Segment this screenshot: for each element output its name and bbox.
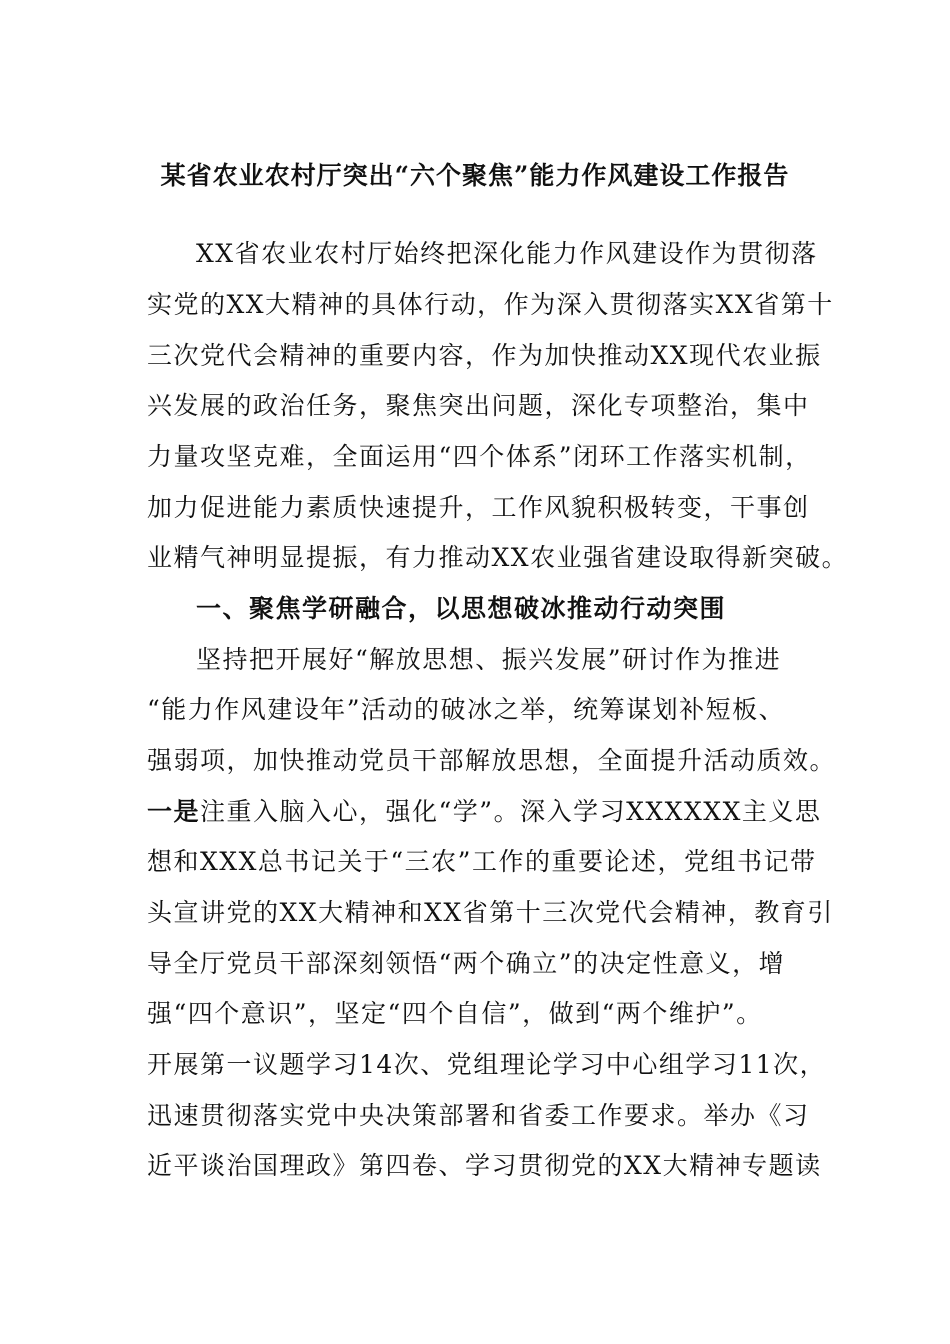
paragraph-line: 开展第一议题学习14次、党组理论学习中心组学习11次，	[147, 1050, 827, 1079]
paragraph-line: 导全厅党员干部深刻领悟“两个确立”的决定性意义，增	[147, 949, 786, 978]
paragraph-line: 兴发展的政治任务，聚焦突出问题，深化专项整治，集中	[147, 391, 810, 420]
paragraph-line: “能力作风建设年”活动的破冰之举，统筹谋划补短板、	[147, 695, 786, 724]
paragraph-line: 近平谈治国理政》第四卷、学习贯彻党的XX大精神专题读	[147, 1151, 822, 1180]
paragraph-line: 迅速贯彻落实党中央决策部署和省委工作要求。举办《习	[147, 1101, 810, 1130]
paragraph-line	[147, 795, 821, 829]
paragraph-line: 加力促进能力素质快速提升，工作风貌积极转变，干事创	[147, 493, 810, 522]
paragraph-line: 三次党代会精神的重要内容，作为加快推动XX现代农业振	[147, 341, 822, 370]
paragraph-line: 力量攻坚克难，全面运用“四个体系”闭环工作落实机制，	[147, 442, 812, 471]
paragraph-line: 强“四个意识”，坚定“四个自信”，做到“两个维护”。	[147, 999, 763, 1028]
point-lead: 一是	[147, 797, 201, 826]
paragraph-line: 想和XXX总书记关于“三农”工作的重要论述，党组书记带	[147, 847, 817, 876]
paragraph-line: 强弱项，加快推动党员干部解放思想，全面提升活动质效。	[147, 746, 837, 775]
document-title: 某省农业农村厅突出“六个聚焦”能力作风建设工作报告	[160, 161, 790, 190]
paragraph-line: 实党的XX大精神的具体行动，作为深入贯彻落实XX省第十	[147, 290, 834, 319]
paragraph-line: 业精气神明显提振，有力推动XX农业强省建设取得新突破。	[147, 543, 849, 572]
paragraph-line: XX省农业农村厅始终把深化能力作风建设作为贯彻落	[196, 239, 818, 268]
paragraph-line: 坚持把开展好“解放思想、振兴发展”研讨作为推进	[196, 645, 782, 674]
paragraph-line: 头宣讲党的XX大精神和XX省第十三次党代会精神，教育引	[147, 898, 834, 927]
point-text: 注重入脑入心，强化“学”。深入学习XXXXXX主义思	[200, 797, 822, 826]
section-heading: 一、聚焦学研融合，以思想破冰推动行动突围	[196, 594, 727, 623]
